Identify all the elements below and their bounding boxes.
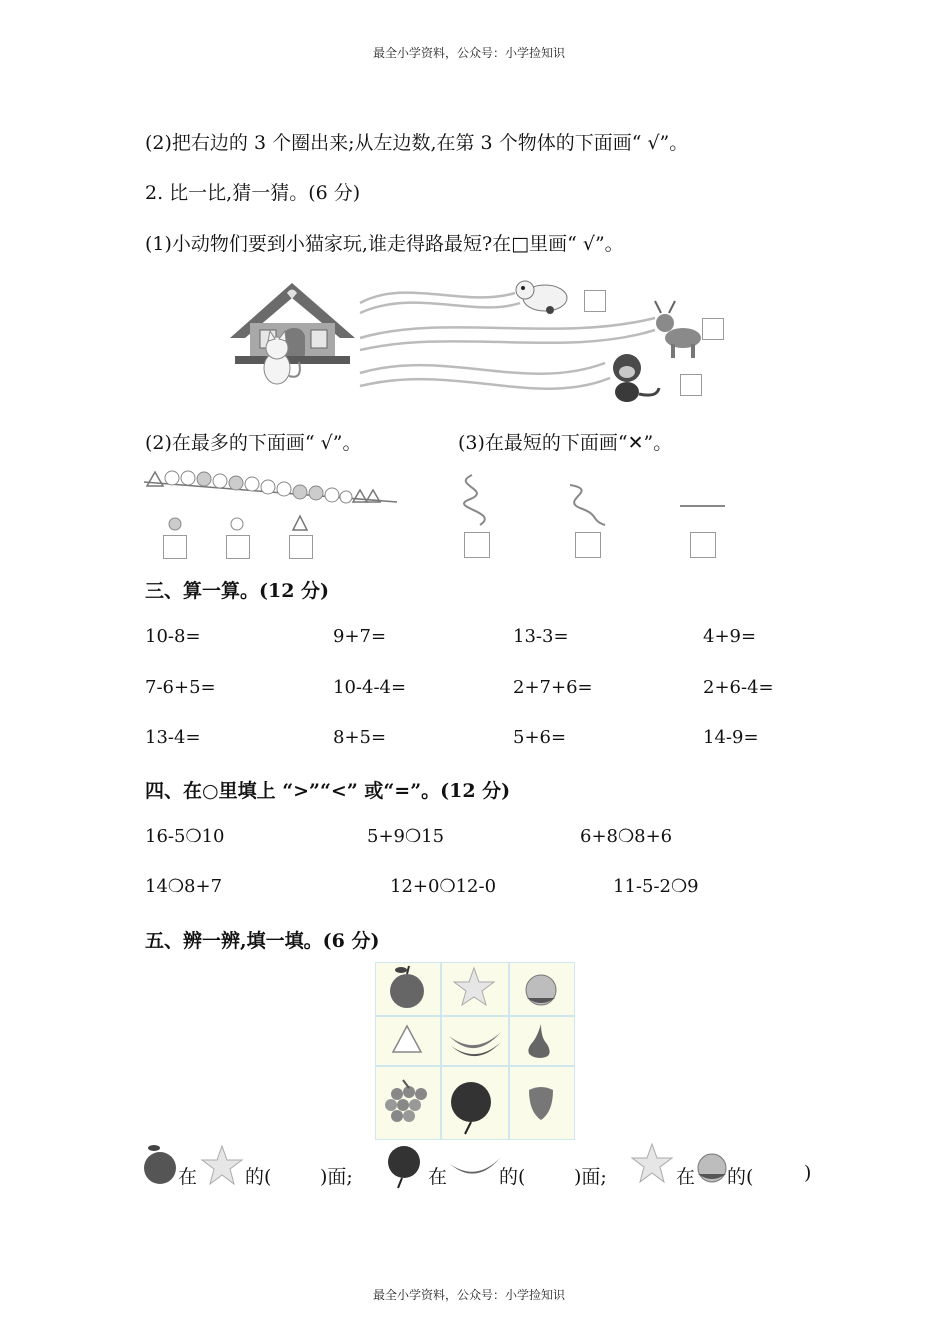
page-header: 最全小学资料，公众号：小学捡知识 — [373, 46, 566, 60]
word-de: 的( — [727, 1166, 754, 1188]
equation[interactable]: 10-8= — [145, 626, 201, 647]
apple-icon — [144, 1145, 176, 1184]
compare-left: 11-5-2 — [613, 876, 671, 897]
compare-item[interactable] — [580, 826, 672, 847]
lychee-icon — [451, 1082, 491, 1134]
question-2-part-3: (3)在最短的下面画“✕”。 — [458, 432, 673, 454]
answer-box-triangle[interactable] — [289, 535, 313, 559]
answer-box-monkey[interactable] — [680, 374, 702, 396]
house-icon — [230, 283, 355, 364]
peach-icon — [698, 1154, 726, 1182]
answer-box-line-3[interactable] — [690, 532, 716, 558]
compare-left: 16-5 — [145, 826, 186, 847]
pear-icon — [528, 1024, 549, 1058]
compare-right: 12-0 — [455, 876, 497, 897]
compare-left: 14 — [145, 876, 168, 897]
word-in: 在 — [178, 1166, 198, 1188]
word-end: )面; — [574, 1166, 607, 1188]
equation[interactable]: 2+7+6= — [513, 677, 593, 698]
path-picture — [225, 268, 735, 408]
compare-left: 5+9 — [367, 826, 405, 847]
compare-item[interactable] — [367, 826, 444, 847]
question-1-part-2: (2)把右边的 3 个圈出来;从左边数,在第 3 个物体的下面画“ √”。 — [145, 132, 689, 154]
banana-icon — [450, 1158, 500, 1174]
answer-box-deer[interactable] — [702, 318, 724, 340]
peach-icon — [526, 975, 556, 1005]
lines-picture — [450, 470, 740, 530]
answer-box-line-1[interactable] — [464, 532, 490, 558]
question-2-title: 2. 比一比,猜一猜。(6 分) — [145, 182, 361, 204]
star-icon — [202, 1146, 242, 1184]
word-end: )面; — [320, 1166, 353, 1188]
compare-circle-icon[interactable]: ❍ — [670, 876, 688, 897]
equation[interactable]: 13-4= — [145, 727, 201, 748]
equation[interactable]: 13-3= — [513, 626, 569, 647]
answer-box-line-2[interactable] — [575, 532, 601, 558]
compare-item[interactable] — [145, 826, 225, 847]
compare-right: 8+6 — [634, 826, 673, 847]
dog-icon — [516, 281, 567, 314]
compare-left: 6+8 — [580, 826, 618, 847]
compare-circle-icon[interactable]: ❍ — [405, 826, 422, 847]
triangle-icon — [393, 1026, 421, 1052]
lychee-icon — [388, 1146, 420, 1188]
equation[interactable]: 10-4-4= — [333, 677, 407, 698]
equation[interactable]: 8+5= — [333, 727, 387, 748]
word-in: 在 — [676, 1166, 696, 1188]
section-3-title: 三、算一算。(12 分) — [145, 580, 330, 602]
page-footer: 最全小学资料，公众号：小学捡知识 — [373, 1288, 566, 1302]
compare-circle-icon[interactable]: ❍ — [185, 826, 202, 847]
answer-box-circle-white[interactable] — [226, 535, 250, 559]
question-2-part-2: (2)在最多的下面画“ √”。 — [145, 432, 362, 454]
compare-right: 10 — [201, 826, 225, 847]
compare-right: 9 — [687, 876, 699, 897]
compare-item[interactable] — [613, 876, 699, 897]
monkey-icon — [613, 354, 659, 402]
fruit-grid — [375, 962, 575, 1140]
equation[interactable]: 9+7= — [333, 626, 387, 647]
grapes-icon — [385, 1080, 427, 1122]
compare-right: 15 — [421, 826, 445, 847]
equation[interactable]: 4+9= — [703, 626, 757, 647]
compare-right: 8+7 — [184, 876, 223, 897]
compare-circle-icon[interactable]: ❍ — [439, 876, 456, 897]
compare-left: 12+0 — [390, 876, 440, 897]
equation[interactable]: 5+6= — [513, 727, 567, 748]
apple-icon — [390, 966, 424, 1008]
section-4-title: 四、在○里填上 “>”“<” 或“=”。(12 分) — [145, 780, 511, 802]
fill-row — [142, 1142, 832, 1192]
word-in: 在 — [428, 1166, 448, 1188]
equation[interactable]: 2+6-4= — [703, 677, 774, 698]
word-de: 的( — [245, 1166, 272, 1188]
question-2-part-1: (1)小动物们要到小猫家玩,谁走得路最短?在□里画“ √”。 — [145, 233, 624, 255]
compare-circle-icon[interactable]: ❍ — [167, 876, 185, 897]
word-de: 的( — [499, 1166, 526, 1188]
banana-icon — [449, 1032, 501, 1056]
answer-box-circle-grey[interactable] — [163, 535, 187, 559]
compare-item[interactable] — [145, 876, 222, 897]
compare-circle-icon[interactable]: ❍ — [618, 826, 635, 847]
star-icon — [454, 968, 494, 1005]
compare-item[interactable] — [390, 876, 496, 897]
answer-box-dog[interactable] — [584, 290, 606, 312]
deer-icon — [655, 301, 701, 358]
strawberry-icon — [529, 1087, 553, 1120]
star-icon — [632, 1144, 672, 1182]
section-5-title: 五、辨一辨,填一填。(6 分) — [145, 930, 380, 952]
word-end: ) — [804, 1162, 812, 1184]
equation[interactable]: 14-9= — [703, 727, 759, 748]
equation[interactable]: 7-6+5= — [145, 677, 216, 698]
